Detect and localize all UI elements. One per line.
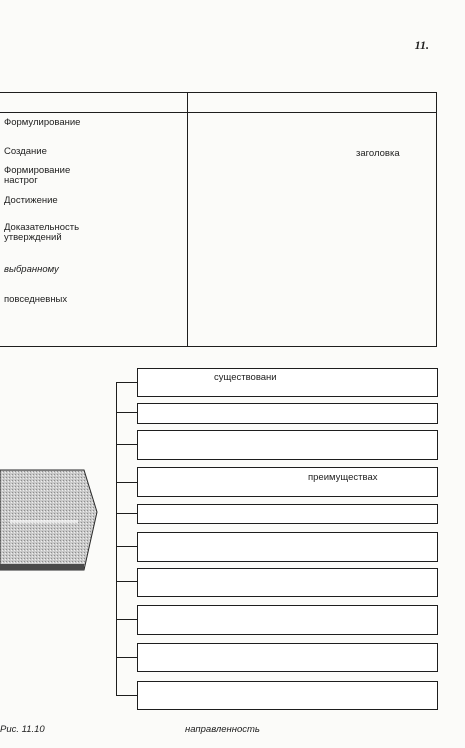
connector-3 — [116, 444, 137, 445]
list-box-6 — [137, 532, 438, 562]
list-box-1 — [137, 368, 438, 397]
list-box-3 — [137, 430, 438, 460]
connector-2 — [116, 412, 137, 413]
table-header-divider — [0, 112, 437, 113]
list-box-9 — [137, 643, 438, 672]
list-box-2 — [137, 403, 438, 424]
connector-1 — [116, 382, 137, 383]
list-box-4 — [137, 467, 438, 497]
list-box-7 — [137, 568, 438, 597]
connector-7 — [116, 581, 137, 582]
table-top-border — [0, 92, 437, 93]
table-item-4: Достижение — [4, 195, 58, 206]
connector-6 — [116, 546, 137, 547]
list-box-5 — [137, 504, 438, 524]
list-box-8 — [137, 605, 438, 635]
connector-5 — [116, 513, 137, 514]
table-item-1: Формулирование — [4, 117, 81, 128]
table-bottom-border — [0, 346, 437, 347]
table-item-2: Создание — [4, 146, 47, 157]
table-right-label: заголовка — [356, 148, 400, 159]
table-item-6: выбранному — [4, 264, 59, 275]
figure-number: Рис. 11.10 — [0, 724, 45, 735]
page-number: 11. — [414, 38, 429, 52]
table-item-3: Формирование настрог — [4, 165, 71, 186]
table-right-border — [436, 92, 437, 347]
connector-4 — [116, 482, 137, 483]
connector-9 — [116, 657, 137, 658]
connector-10 — [116, 695, 137, 696]
table-item-5: Доказательность утверждений — [4, 222, 80, 243]
source-arrow — [0, 468, 100, 574]
list-box-1-label: существовани — [214, 372, 277, 383]
list-box-4-label: преимуществах — [308, 472, 378, 483]
bracket-spine — [116, 382, 117, 696]
list-box-10 — [137, 681, 438, 710]
table-column-divider — [187, 92, 188, 347]
connector-8 — [116, 619, 137, 620]
table-item-7: повседневных — [4, 294, 68, 305]
figure-caption: направленность — [185, 724, 260, 735]
